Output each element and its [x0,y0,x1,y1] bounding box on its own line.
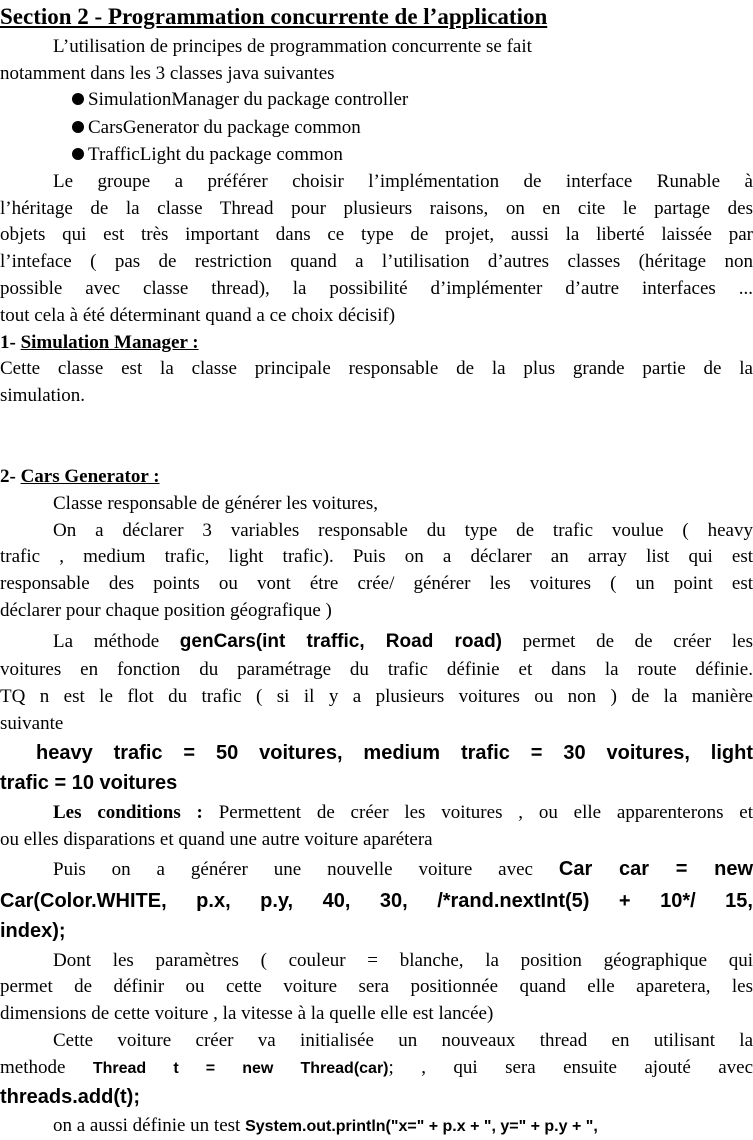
gencars-line: suivante [0,713,64,734]
sim-manager-line: Cette classe est la classe principale responsable de la plus grande partie de la [0,358,753,379]
conditions-line: Les conditions : Permettent de créer les voitures , ou elle apparenterons et [53,802,753,823]
conditions-line: ou elles disparations et quand une autre voiture aparétera [0,829,433,850]
new-car-line: Puis on a générer une nouvelle voiture avec Car car = new [53,858,753,880]
bullet-icon [72,93,84,105]
runnable-para-line: Le groupe a préférer choisir l’implémentation de interface Runable à [53,171,753,192]
runnable-para-line: l’héritage de la classe Thread pour plusieurs raisons, on en cite le partage des [0,198,753,219]
traffic-values-line: heavy trafic = 50 voitures, medium trafic = 30 voitures, light [36,742,753,764]
heading-cars-generator: 2- Cars Generator : [0,466,160,487]
intro-line-2: notamment dans les 3 classes java suivantes [0,63,335,84]
code-println: System.out.println("x=" + p.x + ", y=" + p.y + ", [245,1118,598,1135]
thread-line: Cette voiture créer va initialisée un nouveaux thread en utilisant la [53,1030,753,1051]
bullet-item: SimulationManager du package controller [72,86,753,113]
runnable-para-line: objets qui est très important dans ce type de projet, aussi la liberté laissée par [0,224,753,245]
section-title: Section 2 - Programmation concurrente de l’application [0,4,548,29]
gencars-line: La méthode genCars(int traffic, Road road) permet de de créer les [53,631,753,652]
decl-line: trafic , medium trafic, light trafic). Puis on a déclarer an array list qui est [0,546,753,567]
traffic-values-line: trafic = 10 voitures [0,772,178,794]
bullet-icon [72,148,84,160]
runnable-para-line: tout cela à été déterminant quand a ce choix décisif) [0,305,396,326]
cars-gen-line: Classe responsable de générer les voitures, [53,493,379,514]
thread-line: methode Thread t = new Thread(car); , qui sera ensuite ajouté avec [0,1057,753,1078]
bullet-item: TrafficLight du package common [72,141,753,168]
code-car-constructor: Car(Color.WHITE, p.x, p.y, 40, 30, /*rand.nextInt(5) + 10*/ 15, [0,890,753,912]
code-car-constructor: index); [0,920,66,942]
intro-line-1: L’utilisation de principes de programmation concurrente se fait [53,36,532,57]
code-new-car: Car car = new [558,858,753,880]
bullet-item: CarsGenerator du package common [72,114,753,141]
params-line: Dont les paramètres ( couleur = blanche, la position géographique qui [53,950,753,971]
params-line: permet de définir ou cette voiture sera positionnée quand elle aparetera, les [0,976,753,997]
runnable-para-line: l’inteface ( pas de restriction quand a l’utilisation d’autres classes (héritage non [0,251,753,272]
heading-simulation-manager: 1- Simulation Manager : [0,332,199,353]
test-line: on a aussi définie un test System.out.println("x=" + p.x + ", y=" + p.y + ", [53,1115,598,1136]
sim-manager-line: simulation. [0,385,85,406]
decl-line: responsable des points ou vont étre crée/ générer les voitures ( un point est [0,573,753,594]
gencars-line: voitures en fonction du paramétrage du trafic définie et dans la route définie. [0,659,753,680]
decl-line: déclarer pour chaque position géografique ) [0,600,332,621]
decl-line: On a déclarer 3 variables responsable du type de trafic voulue ( heavy [53,520,753,541]
gencars-line: TQ n est le flot du trafic ( si il y a plusieurs voitures ou non ) de la manière [0,686,753,707]
code-threads-add: threads.add(t); [0,1086,140,1108]
bullet-icon [72,121,84,133]
code-thread: Thread t = new Thread(car) [92,1060,389,1077]
code-gencars: genCars(int traffic, Road road) [179,631,502,652]
runnable-para-line: possible avec classe thread), la possibilité d’implémenter d’autre interfaces ... [0,278,753,299]
params-line: dimensions de cette voiture , la vitesse à la quelle elle est lancée) [0,1003,494,1024]
